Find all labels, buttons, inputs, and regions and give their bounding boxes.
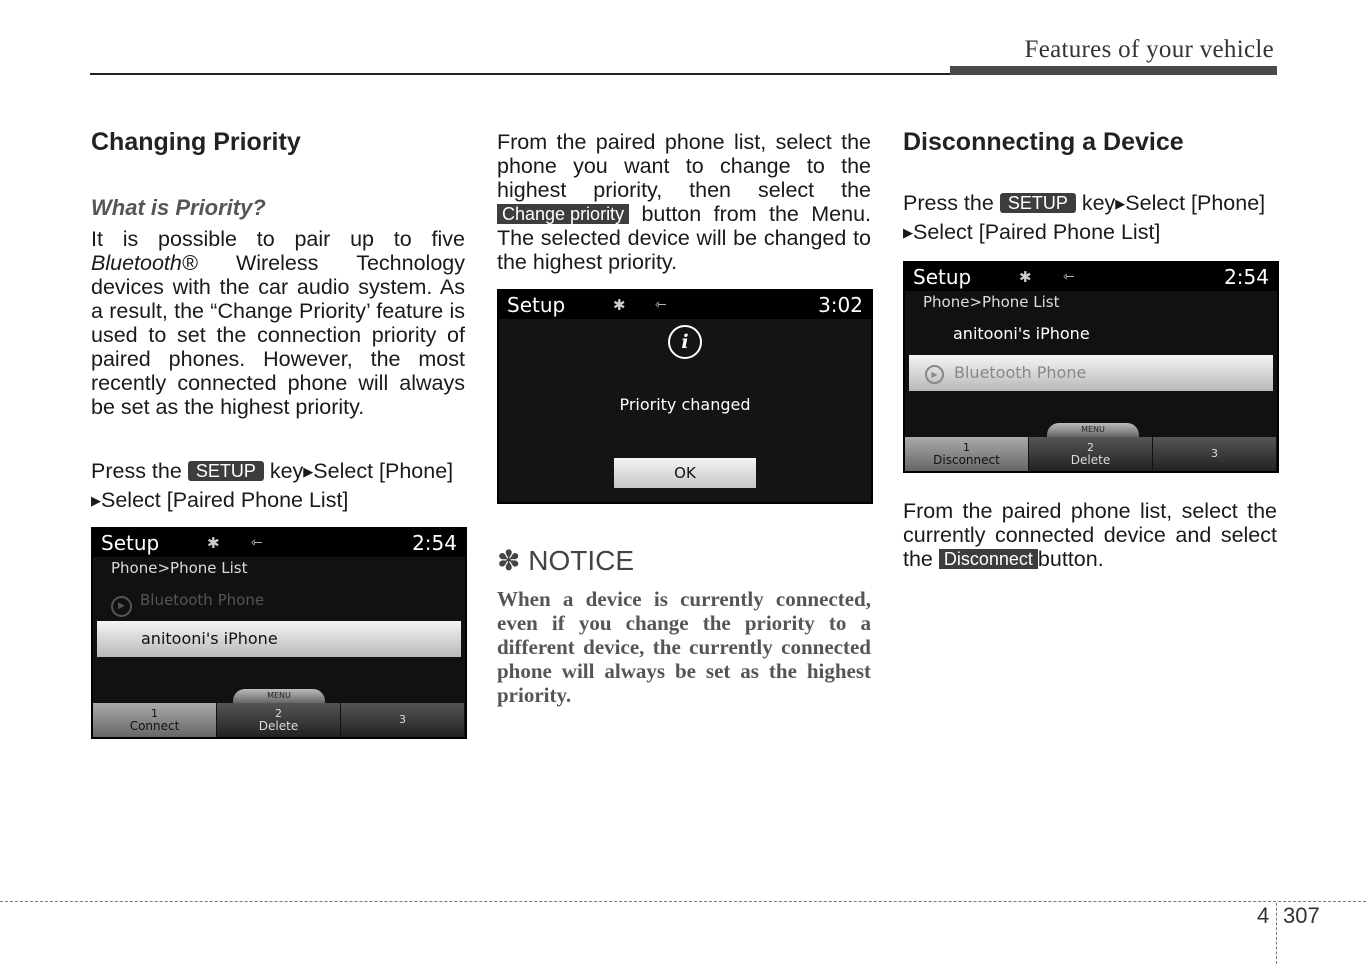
instruction-paragraph: From the paired phone list, select the phone you want to change to the highest priority, then select the Change priority button from the Menu. The selected device will be changed to the highest priority. <box>497 130 871 274</box>
column-changing-priority <box>91 128 465 739</box>
screen-status-bar <box>499 291 871 319</box>
intro-paragraph: It is possible to pair up to five Bluetooth® Wireless Technology devices with the car audio system. As a result, the “Change Priority’ feature is used to set the connection priority of paired phones. However, the most recently connected phone will always be set as the highest priority. <box>91 227 465 419</box>
delete-softkey[interactable]: 2 Delete <box>1029 437 1153 471</box>
screen-title: Setup <box>101 531 160 555</box>
bluetooth-brand: Bluetooth® <box>91 251 198 275</box>
ok-button[interactable]: OK <box>614 458 756 488</box>
breadcrumb: Phone>Phone List <box>111 559 248 577</box>
screen-clock: 2:54 <box>1224 265 1269 289</box>
disconnect-paragraph: From the paired phone list, select the currently connected device and select the Disconnect button. <box>903 499 1277 571</box>
page-number-divider <box>1276 903 1277 964</box>
column-disconnecting <box>903 128 1277 571</box>
screen-title: Setup <box>913 265 972 289</box>
list-item-selected[interactable]: anitooni's iPhone <box>97 621 461 657</box>
setup-key: SETUP <box>1000 193 1076 213</box>
bluetooth-icon: ✱ <box>207 534 220 552</box>
footer-divider <box>0 901 1366 902</box>
screen-phone-list <box>91 527 467 739</box>
play-icon: ▶ <box>925 365 944 384</box>
disconnect-key: Disconnect <box>939 549 1038 569</box>
softkey-3[interactable]: 3 <box>1153 437 1277 471</box>
screen-status-bar <box>905 263 1277 291</box>
screen-title: Setup <box>507 293 566 317</box>
breadcrumb: Phone>Phone List <box>923 293 1060 311</box>
delete-softkey[interactable]: 2 Delete <box>217 703 341 737</box>
menu-tab[interactable]: MENU <box>1047 423 1139 437</box>
page-number: 307 <box>1283 903 1320 928</box>
page-header-title: Features of your vehicle <box>1024 36 1274 63</box>
screen-clock: 3:02 <box>818 293 863 317</box>
usb-icon: ⇽ <box>251 535 263 551</box>
screen-priority-changed <box>497 289 873 504</box>
subheading: What is Priority? <box>91 195 266 220</box>
screen-status-bar <box>93 529 465 557</box>
header-rule <box>90 73 950 75</box>
section-heading: Disconnecting a Device <box>903 128 1184 156</box>
bluetooth-icon: ✱ <box>1019 268 1032 286</box>
popup-message: Priority changed <box>619 395 751 414</box>
arrow-right-icon: ▶ <box>91 493 101 508</box>
info-icon: i <box>668 325 702 359</box>
arrow-right-icon: ▶ <box>1115 196 1126 211</box>
menu-tab[interactable]: MENU <box>233 689 325 703</box>
usb-icon: ⇽ <box>1063 269 1075 285</box>
list-item-selected[interactable]: ▶ Bluetooth Phone <box>909 355 1273 391</box>
arrow-right-icon: ▶ <box>303 464 314 479</box>
section-number: 4 <box>1257 903 1270 928</box>
change-priority-key: Change priority <box>497 204 629 224</box>
instruction: Press the SETUP key▶Select [Phone] ▶Select [Paired Phone List] <box>903 191 1266 244</box>
softkey-bar <box>905 437 1277 471</box>
play-icon: ▶ <box>111 596 132 617</box>
list-item[interactable]: anitooni's iPhone <box>953 324 1090 343</box>
connect-softkey[interactable]: 1 Connect <box>93 703 217 737</box>
disconnect-softkey[interactable]: 1 Disconnect <box>905 437 1029 471</box>
notice-title: ✽ NOTICE <box>497 545 635 576</box>
column-priority-screen <box>497 130 871 707</box>
instruction: Press the SETUP key▶Select [Phone] ▶Select [Paired Phone List] <box>91 459 454 512</box>
arrow-right-icon: ▶ <box>903 225 913 240</box>
bluetooth-icon: ✱ <box>613 296 626 314</box>
setup-key: SETUP <box>188 461 264 481</box>
screen-phone-list-disconnect <box>903 261 1279 473</box>
softkey-3[interactable]: 3 <box>341 703 465 737</box>
header-bar <box>950 66 1277 75</box>
notice-body: When a device is currently connected, even if you change the priority to a different device, the currently connected phone will always be set as the highest priority. <box>497 587 871 707</box>
list-item[interactable]: ▶ Bluetooth Phone <box>111 591 264 617</box>
softkey-bar <box>93 703 465 737</box>
usb-icon: ⇽ <box>655 297 667 313</box>
section-heading: Changing Priority <box>91 128 301 156</box>
screen-clock: 2:54 <box>412 531 457 555</box>
